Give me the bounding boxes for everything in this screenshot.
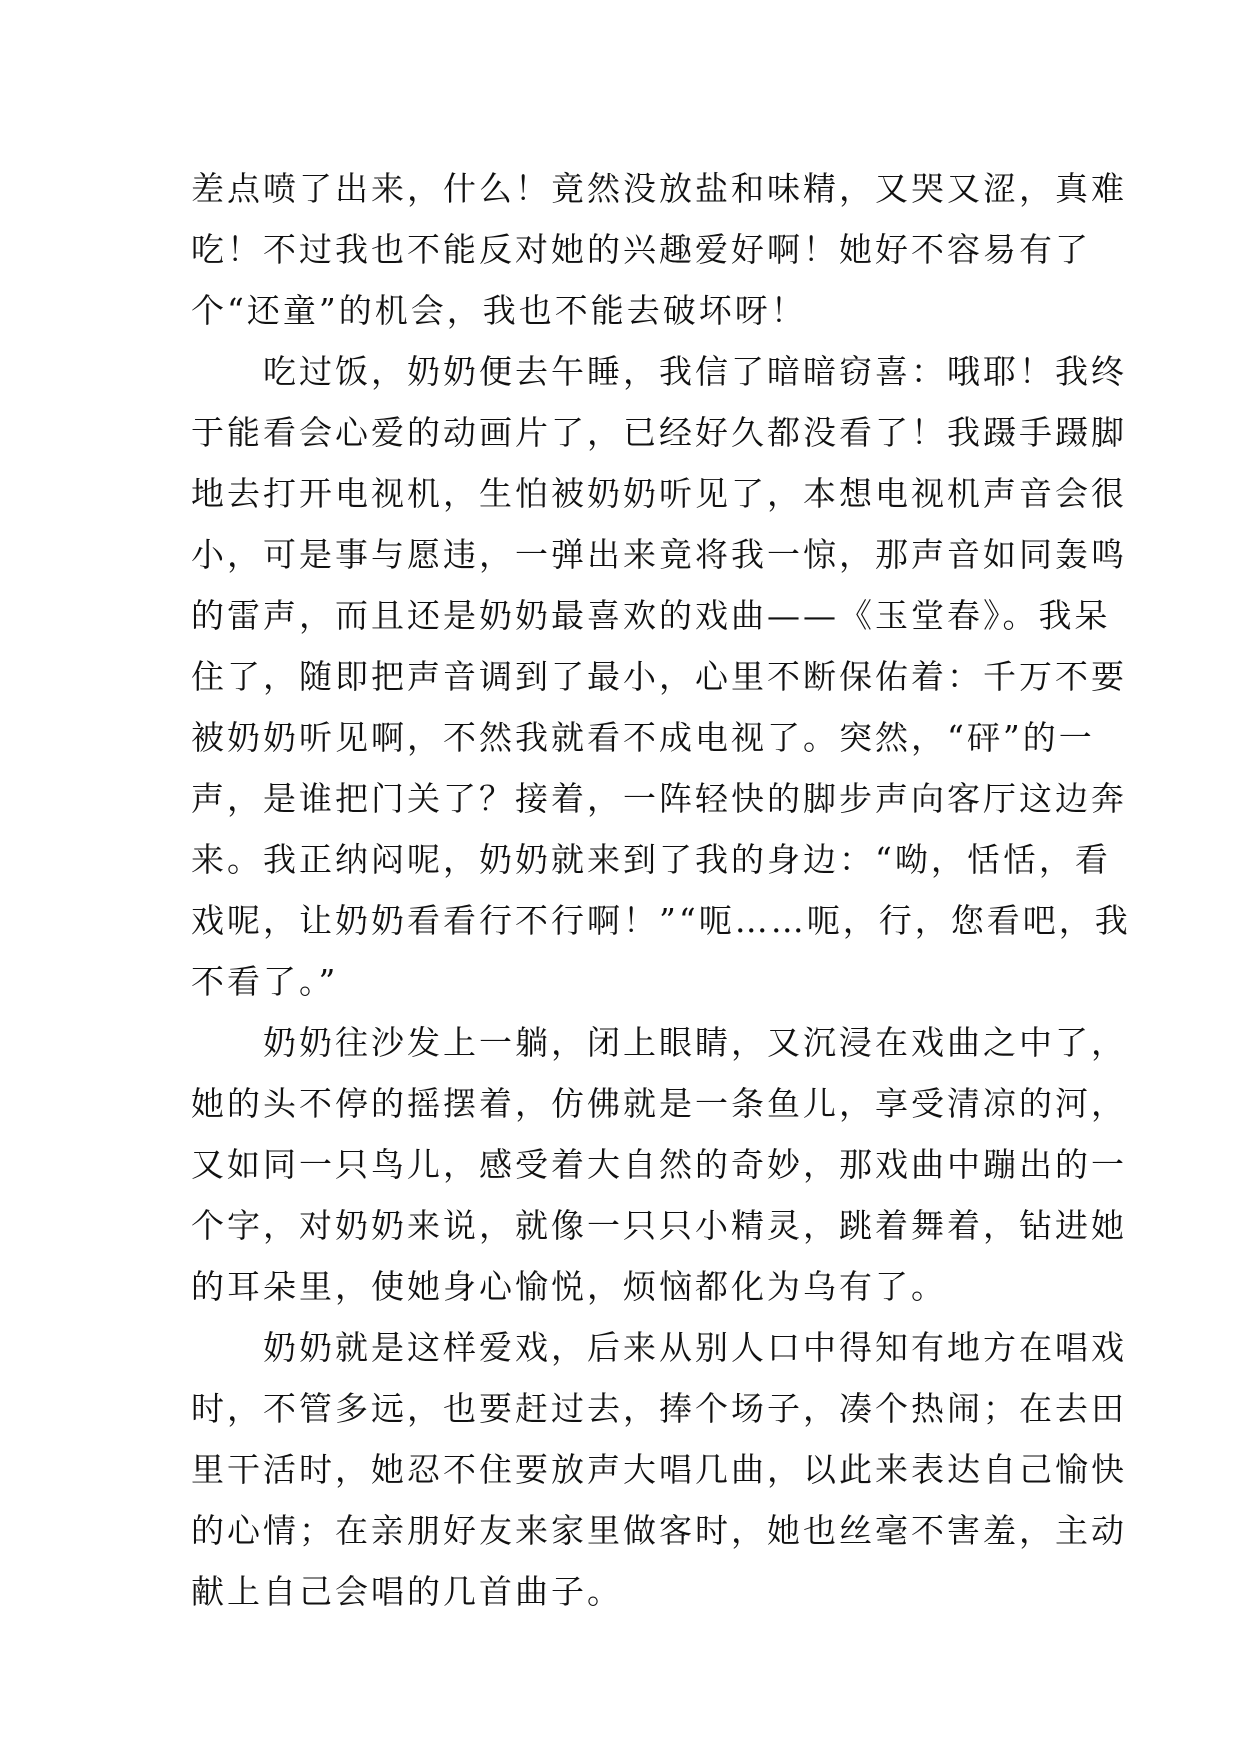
text-line: 来。我正纳闷呢，奶奶就来到了我的身边：“呦，恬恬，看 xyxy=(191,840,1111,879)
text-line: 的耳朵里，使她身心愉悦，烦恼都化为乌有了。 xyxy=(191,1267,947,1306)
text-line: 声，是谁把门关了？接着，一阵轻快的脚步声向客厅这边奔 xyxy=(191,779,1127,818)
text-line: 又如同一只鸟儿，感受着大自然的奇妙，那戏曲中蹦出的一 xyxy=(191,1145,1127,1184)
text-line: 戏呢，让奶奶看看行不行啊！”“呃……呃，行，您看吧，我 xyxy=(191,901,1131,940)
text-line: 地去打开电视机，生怕被奶奶听见了，本想电视机声音会很 xyxy=(191,474,1127,513)
text-line: 的雷声，而且还是奶奶最喜欢的戏曲——《玉堂春》。我呆 xyxy=(191,596,1111,635)
text-line: 她的头不停的摇摆着，仿佛就是一条鱼儿，享受清凉的河， xyxy=(191,1084,1127,1123)
text-line: 个字，对奶奶来说，就像一只只小精灵，跳着舞着，钻进她 xyxy=(191,1206,1127,1245)
text-line: 奶奶就是这样爱戏，后来从别人口中得知有地方在唱戏 xyxy=(191,1328,1127,1367)
text-line: 吃！不过我也不能反对她的兴趣爱好啊！她好不容易有了 xyxy=(191,230,1091,269)
text-line: 的心情；在亲朋好友来家里做客时，她也丝毫不害羞，主动 xyxy=(191,1511,1127,1550)
text-line: 吃过饭，奶奶便去午睡，我信了暗暗窃喜：哦耶！我终 xyxy=(191,352,1127,391)
text-line: 被奶奶听见啊，不然我就看不成电视了。突然，“砰”的一 xyxy=(191,718,1095,757)
text-line: 时，不管多远，也要赶过去，捧个场子，凑个热闹；在去田 xyxy=(191,1389,1127,1428)
text-line: 不看了。” xyxy=(191,962,339,1001)
text-line: 于能看会心爱的动画片了，已经好久都没看了！我蹑手蹑脚 xyxy=(191,413,1127,452)
text-line: 小，可是事与愿违，一弹出来竟将我一惊，那声音如同轰鸣 xyxy=(191,535,1127,574)
text-line: 献上自己会唱的几首曲子。 xyxy=(191,1572,623,1611)
text-line: 里干活时，她忍不住要放声大唱几曲，以此来表达自己愉快 xyxy=(191,1450,1127,1489)
text-line: 住了，随即把声音调到了最小，心里不断保佑着：千万不要 xyxy=(191,657,1127,696)
text-line: 奶奶往沙发上一躺，闭上眼睛，又沉浸在戏曲之中了， xyxy=(191,1023,1127,1062)
body-text xyxy=(191,158,1131,1622)
text-line: 个“还童”的机会，我也不能去破坏呀！ xyxy=(191,291,807,330)
text-line: 差点喷了出来，什么！竟然没放盐和味精，又哭又涩，真难 xyxy=(191,169,1127,208)
